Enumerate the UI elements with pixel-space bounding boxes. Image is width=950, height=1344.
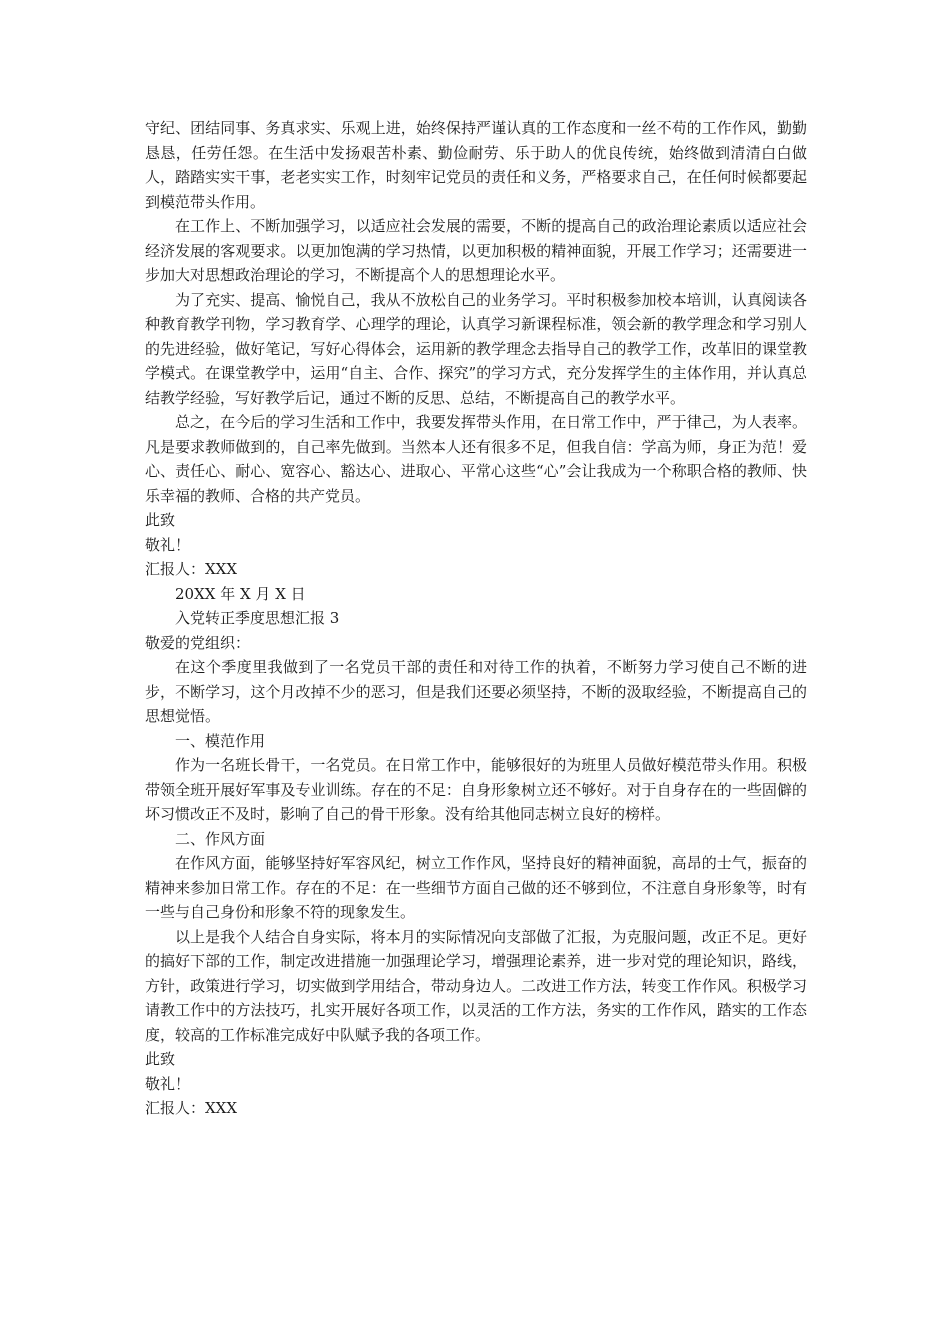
paragraph-summary: 以上是我个人结合自身实际，将本月的实际情况向支部做了汇报，为克服问题，改正不足。更好的搞好下部的工作，制定改进措施一加强理论学习，增强理论素养，进一步对党的理论知识，路线，方针，政策进行学习，切实做到学用结合，带动身边人。二改进工作方法，转变工作作风。积极学习请教工作中的方法技巧，扎实开展好各项工作，以灵活的工作方法，务实的工作作风，踏实的工作态度，较高的工作标准完成好中队赋予我的各项工作。 xyxy=(145,927,807,1044)
paragraph-professional-learning: 为了充实、提高、愉悦自己，我从不放松自己的业务学习。平时积极参加校本培训，认真阅读各种教育教学刊物，学习教育学、心理学的理论，认真学习新课程标准，领会新的教学理念和学习别人的先进经验，做好笔记，写好心得体会，运用新的教学理念去指导自己的教学工作，改革旧的课堂教学模式。在课堂教学中，运用“自主、合作、探究”的学习方式，充分发挥学生的主体作用，并认真总结教学经验，写好教学后记，通过不断的反思、总结，不断提高自己的教学水平。 xyxy=(145,290,807,407)
salute-text-2: 敬礼！ xyxy=(145,1074,191,1093)
reporter-signature-2: 汇报人：XXX xyxy=(145,1099,238,1117)
paragraph-exemplary-role: 作为一名班长骨干，一名党员。在日常工作中，能够很好的为班里人员做好模范带头作用。积极带领全班开展好军事及专业训练。存在的不足：自身形象树立还不够好。对于自身存在的一些固僻的坏习惯改正不及时，影响了自己的骨干形象。没有给其他同志树立良好的榜样。 xyxy=(145,756,807,823)
reporter-signature: 汇报人：XXX xyxy=(145,560,238,578)
closing-text-2: 此致 xyxy=(145,1050,176,1068)
document-page xyxy=(145,116,807,1121)
paragraph-intro: 在这个季度里我做到了一名党员干部的责任和对待工作的执着，不断努力学习使自己不断的进步，不断学习，这个月改掉不少的恶习，但是我们还要必须坚持，不断的汲取经验，不断提高自己的思想觉悟。 xyxy=(145,658,807,725)
report-date: 20XX 年 X 月 X 日 xyxy=(175,584,306,603)
paragraph-work-style: 在作风方面，能够坚持好军容风纪，树立工作作风，坚持良好的精神面貌，高昂的士气，振奋的精神来参加日常工作。存在的不足：在一些细节方面自己做的还不够到位，不注意自身形象等，时有一些与自己身份和形象不符的现象发生。 xyxy=(145,854,807,921)
salute-text: 敬礼！ xyxy=(145,535,191,554)
heading-work-style: 二、作风方面 xyxy=(175,829,266,848)
paragraph-work-study: 在工作上、不断加强学习，以适应社会发展的需要，不断的提高自己的政治理论素质以适应社会经济发展的客观要求。以更加饱满的学习热情，以更加积极的精神面貌，开展工作学习；还需要进一步加大对思想政治理论的学习，不断提高个人的思想理论水平。 xyxy=(145,217,807,284)
closing-text: 此致 xyxy=(145,511,176,529)
heading-exemplary-role: 一、模范作用 xyxy=(175,731,266,750)
greeting-text: 敬爱的党组织： xyxy=(145,633,251,652)
section-title: 入党转正季度思想汇报 3 xyxy=(175,609,340,627)
paragraph-continuation: 守纪、团结同事、务真求实、乐观上进，始终保持严谨认真的工作态度和一丝不苟的工作作风，勤勤恳恳，任劳任怨。在生活中发扬艰苦朴素、勤俭耐劳、乐于助人的优良传统，始终做到清清白白做人，踏踏实实干事，老老实实工作，时刻牢记党员的责任和义务，严格要求自己，在任何时候都要起到模范带头作用。 xyxy=(145,119,807,211)
paragraph-conclusion: 总之，在今后的学习生活和工作中，我要发挥带头作用，在日常工作中，严于律己，为人表率。凡是要求教师做到的，自己率先做到。当然本人还有很多不足，但我自信：学高为师，身正为范！爱心、责任心、耐心、宽容心、豁达心、进取心、平常心这些“心”会让我成为一个称职合格的教师、快乐幸福的教师、合格的共产党员。 xyxy=(145,413,807,505)
